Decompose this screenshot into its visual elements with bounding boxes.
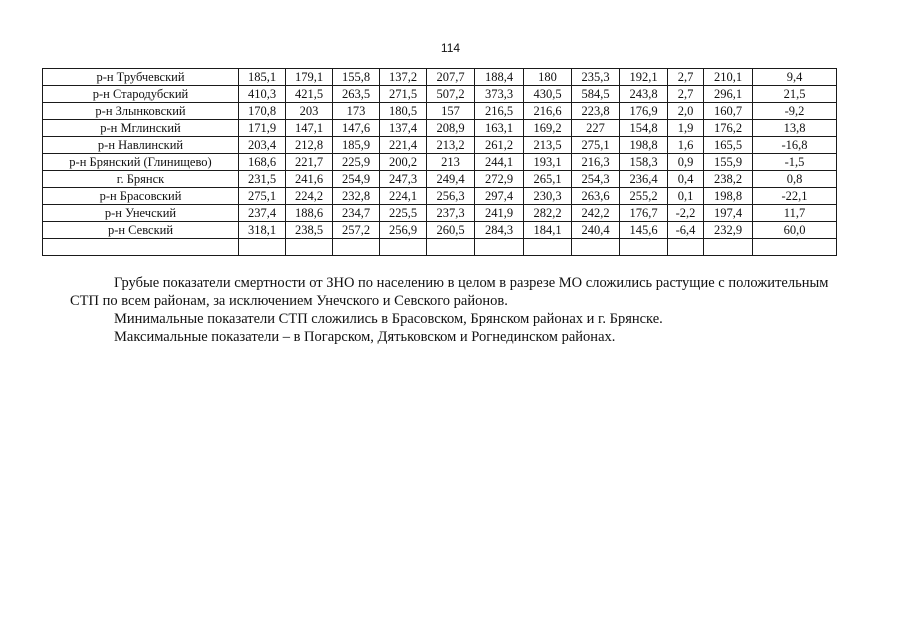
table-cell-value: 260,5 [427,222,475,239]
table-cell-value: 244,1 [475,154,524,171]
table-cell-value: 179,1 [286,69,333,86]
table-cell-value: 584,5 [572,86,620,103]
table-cell-value: 173 [333,103,380,120]
table-cell-value: 176,9 [620,103,668,120]
table-cell-value: 237,4 [239,205,286,222]
table-cell-value: 137,2 [380,69,427,86]
table-cell-value: 265,1 [524,171,572,188]
table-cell-value: 213,5 [524,137,572,154]
table-cell-region: р-н Мглинский [43,120,239,137]
table-cell-region: р-н Унечский [43,205,239,222]
table-cell-region: р-н Брасовский [43,188,239,205]
table-cell-value: 208,9 [427,120,475,137]
table-cell-value: 210,1 [704,69,753,86]
table-cell-value: 207,7 [427,69,475,86]
table-cell-value: 0,4 [668,171,704,188]
table-cell-value: 13,8 [753,120,837,137]
table-cell-value: 216,3 [572,154,620,171]
table-cell-value [524,239,572,256]
table-cell-value: 21,5 [753,86,837,103]
table-cell-value: 180 [524,69,572,86]
table-cell-value: 318,1 [239,222,286,239]
table-cell-value: 236,4 [620,171,668,188]
page-number: 114 [440,41,461,55]
table-cell-value: 188,4 [475,69,524,86]
table-cell-value: 255,2 [620,188,668,205]
table-cell-value: 297,4 [475,188,524,205]
table-cell-value: 176,7 [620,205,668,222]
table-cell-value: 242,2 [572,205,620,222]
table-cell-value: 213 [427,154,475,171]
table-cell-value: 261,2 [475,137,524,154]
table-cell-region: р-н Злынковский [43,103,239,120]
table-cell-value: 224,1 [380,188,427,205]
table-cell-value: 254,3 [572,171,620,188]
table-cell-value: 9,4 [753,69,837,86]
table-cell-value: 238,2 [704,171,753,188]
table-cell-value: -1,5 [753,154,837,171]
table-cell-value: 212,8 [286,137,333,154]
table-cell-value: 237,3 [427,205,475,222]
paragraph-3: Максимальные показатели – в Погарском, Дятьковском и Рогнединском районах. [114,329,616,345]
table-cell-value: 232,9 [704,222,753,239]
table-row [43,171,837,188]
table-cell-value [239,239,286,256]
table-cell-region: р-н Севский [43,222,239,239]
table-cell-value: 247,3 [380,171,427,188]
table-cell-value: 263,6 [572,188,620,205]
table-cell-value [753,239,837,256]
table-cell-value: 284,3 [475,222,524,239]
table-cell-value: -16,8 [753,137,837,154]
table-cell-value: 11,7 [753,205,837,222]
table-cell-value: 157 [427,103,475,120]
table-cell-value: 1,6 [668,137,704,154]
table-cell-value: 275,1 [572,137,620,154]
table-row [43,222,837,239]
table-cell-value: 198,8 [620,137,668,154]
table-cell-value: 257,2 [333,222,380,239]
table-cell-value [572,239,620,256]
table-cell-value: 155,9 [704,154,753,171]
table-cell-value: 230,3 [524,188,572,205]
table-row [43,103,837,120]
table-cell-value: 158,3 [620,154,668,171]
table-cell-value: 184,1 [524,222,572,239]
table-cell-region: р-н Стародубский [43,86,239,103]
table-cell-value: 154,8 [620,120,668,137]
table-cell-value: 282,2 [524,205,572,222]
table-cell-value: 200,2 [380,154,427,171]
table-cell-value: 216,6 [524,103,572,120]
table-cell-value: 170,8 [239,103,286,120]
paragraph-1-line-2: СТП по всем районам, за исключением Унечского и Севского районов. [70,293,508,309]
table-cell-value: 147,6 [333,120,380,137]
table-cell-value: -9,2 [753,103,837,120]
table-cell-value: 165,5 [704,137,753,154]
table-cell-value: 145,6 [620,222,668,239]
table-cell-value: 0,9 [668,154,704,171]
table-cell-value: 263,5 [333,86,380,103]
table-body [43,69,837,256]
table-cell-region: р-н Брянский (Глинищево) [43,154,239,171]
table-cell-value: 60,0 [753,222,837,239]
table-cell-value [333,239,380,256]
table-cell-value: 296,1 [704,86,753,103]
table-cell-value: 249,4 [427,171,475,188]
table-cell-value: 241,9 [475,205,524,222]
table-cell-value [704,239,753,256]
table-cell-value [380,239,427,256]
table-cell-value: 238,5 [286,222,333,239]
table-cell-value: 430,5 [524,86,572,103]
table-cell-value [475,239,524,256]
table-cell-value: 185,1 [239,69,286,86]
table-cell-value: 410,3 [239,86,286,103]
table-cell-value: 160,7 [704,103,753,120]
table-cell-value: 198,8 [704,188,753,205]
text-block [70,274,860,346]
table-cell-value: 180,5 [380,103,427,120]
table-cell-value [668,239,704,256]
table-cell-value: 193,1 [524,154,572,171]
table-cell-value [427,239,475,256]
table-row [43,154,837,171]
table-cell-value: 275,1 [239,188,286,205]
table-cell-value: 192,1 [620,69,668,86]
table-cell-region [43,239,239,256]
table-cell-value: -2,2 [668,205,704,222]
table-cell-value: 176,2 [704,120,753,137]
table-cell-value: 137,4 [380,120,427,137]
table-cell-value: -22,1 [753,188,837,205]
table-cell-value: 227 [572,120,620,137]
table-cell-value: 2,7 [668,86,704,103]
table-cell-value: 0,1 [668,188,704,205]
table-cell-region: г. Брянск [43,171,239,188]
table-cell-value: 235,3 [572,69,620,86]
table-cell-value: 225,5 [380,205,427,222]
table-cell-value: 221,7 [286,154,333,171]
table-cell-value: 223,8 [572,103,620,120]
data-table [42,68,837,256]
table-cell-region: р-н Навлинский [43,137,239,154]
table-cell-value: 231,5 [239,171,286,188]
paragraph-2: Минимальные показатели СТП сложились в Брасовском, Брянском районах и г. Брянске. [114,311,663,327]
table-row [43,239,837,256]
table-cell-value: 0,8 [753,171,837,188]
table-cell-value: 171,9 [239,120,286,137]
table-cell-value: 232,8 [333,188,380,205]
table-cell-value: 373,3 [475,86,524,103]
table-cell-value: 2,7 [668,69,704,86]
table-cell-value: 234,7 [333,205,380,222]
table-row [43,137,837,154]
table-cell-value: 507,2 [427,86,475,103]
table-cell-value: 221,4 [380,137,427,154]
table-cell-value: 272,9 [475,171,524,188]
table-cell-value: 213,2 [427,137,475,154]
table-cell-value [620,239,668,256]
table-cell-value: 203,4 [239,137,286,154]
table-cell-value: 243,8 [620,86,668,103]
table-cell-value: 147,1 [286,120,333,137]
table-cell-value [286,239,333,256]
table-cell-value: 241,6 [286,171,333,188]
table-cell-value: 271,5 [380,86,427,103]
table-row [43,120,837,137]
table-cell-value: 240,4 [572,222,620,239]
table-cell-value: 1,9 [668,120,704,137]
table-cell-value: 163,1 [475,120,524,137]
table-cell-value: 224,2 [286,188,333,205]
table-cell-value: 2,0 [668,103,704,120]
table-cell-value: 188,6 [286,205,333,222]
table-cell-value: 203 [286,103,333,120]
table-cell-value: 254,9 [333,171,380,188]
table-row [43,69,837,86]
table-cell-value: 185,9 [333,137,380,154]
table-cell-value: 155,8 [333,69,380,86]
paragraph-1-line-1: Грубые показатели смертности от ЗНО по населению в целом в разрезе МО сложились растущие с положительным [114,275,829,291]
table-cell-value: 168,6 [239,154,286,171]
table-row [43,188,837,205]
table-cell-region: р-н Трубчевский [43,69,239,86]
table-row [43,205,837,222]
table-cell-value: 169,2 [524,120,572,137]
table-cell-value: 225,9 [333,154,380,171]
table-cell-value: 216,5 [475,103,524,120]
table-cell-value: -6,4 [668,222,704,239]
table-cell-value: 256,3 [427,188,475,205]
table-cell-value: 197,4 [704,205,753,222]
table-cell-value: 421,5 [286,86,333,103]
table-row [43,86,837,103]
table-cell-value: 256,9 [380,222,427,239]
